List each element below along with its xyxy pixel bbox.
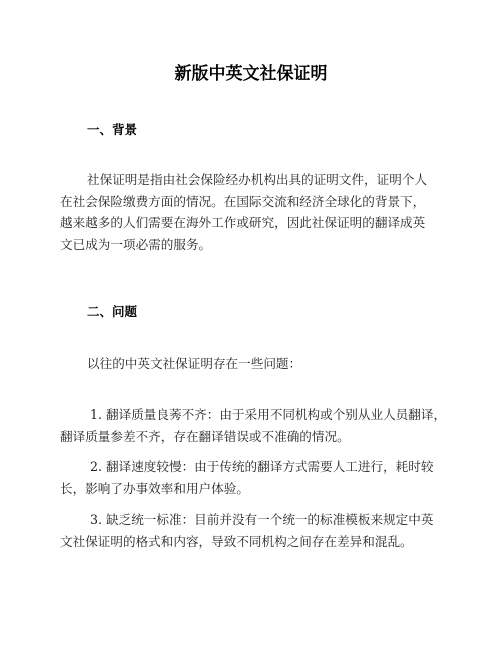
paragraph-line: 文已成为一项必需的服务。: [60, 236, 212, 252]
paragraph-line: 在社会保险缴费方面的情况。在国际交流和经济全球化的背景下，: [60, 193, 426, 209]
paragraph-line: 长，影响了办事效率和用户体验。: [60, 480, 249, 496]
paragraph-line: 以往的中英文社保证明存在一些问题：: [87, 356, 302, 371]
paragraph-line: 越来越多的人们需要在海外工作或研究，因此社保证明的翻译成英: [60, 215, 426, 230]
paragraph-line: 2. 翻译速度较慢：由于传统的翻译方式需要人工进行，耗时较: [90, 459, 434, 474]
paragraph-line: 文社保证明的格式和内容，导致不同机构之间存在差异和混乱。: [60, 533, 413, 549]
section-heading-background: 一、背景: [87, 122, 138, 137]
section-heading-problems: 二、问题: [87, 304, 138, 319]
document-title: 新版中英文社保证明: [174, 64, 328, 84]
background-paragraph: [60, 169, 460, 255]
problem-item-2: [60, 456, 460, 499]
problems-intro-paragraph: [60, 353, 460, 375]
paragraph-line: 1. 翻译质量良莠不齐：由于采用不同机构或个别从业人员翻译，: [90, 407, 447, 422]
paragraph-line: 3. 缺乏统一标准：目前并没有一个统一的标准模板来规定中英: [90, 512, 434, 527]
paragraph-line: 翻译质量参差不齐，存在翻译错误或不准确的情况。: [60, 428, 350, 444]
paragraph-line: 社保证明是指由社会保险经办机构出具的证明文件，证明个人: [87, 172, 428, 187]
problem-item-1: [60, 404, 460, 447]
problem-item-3: [60, 509, 460, 552]
